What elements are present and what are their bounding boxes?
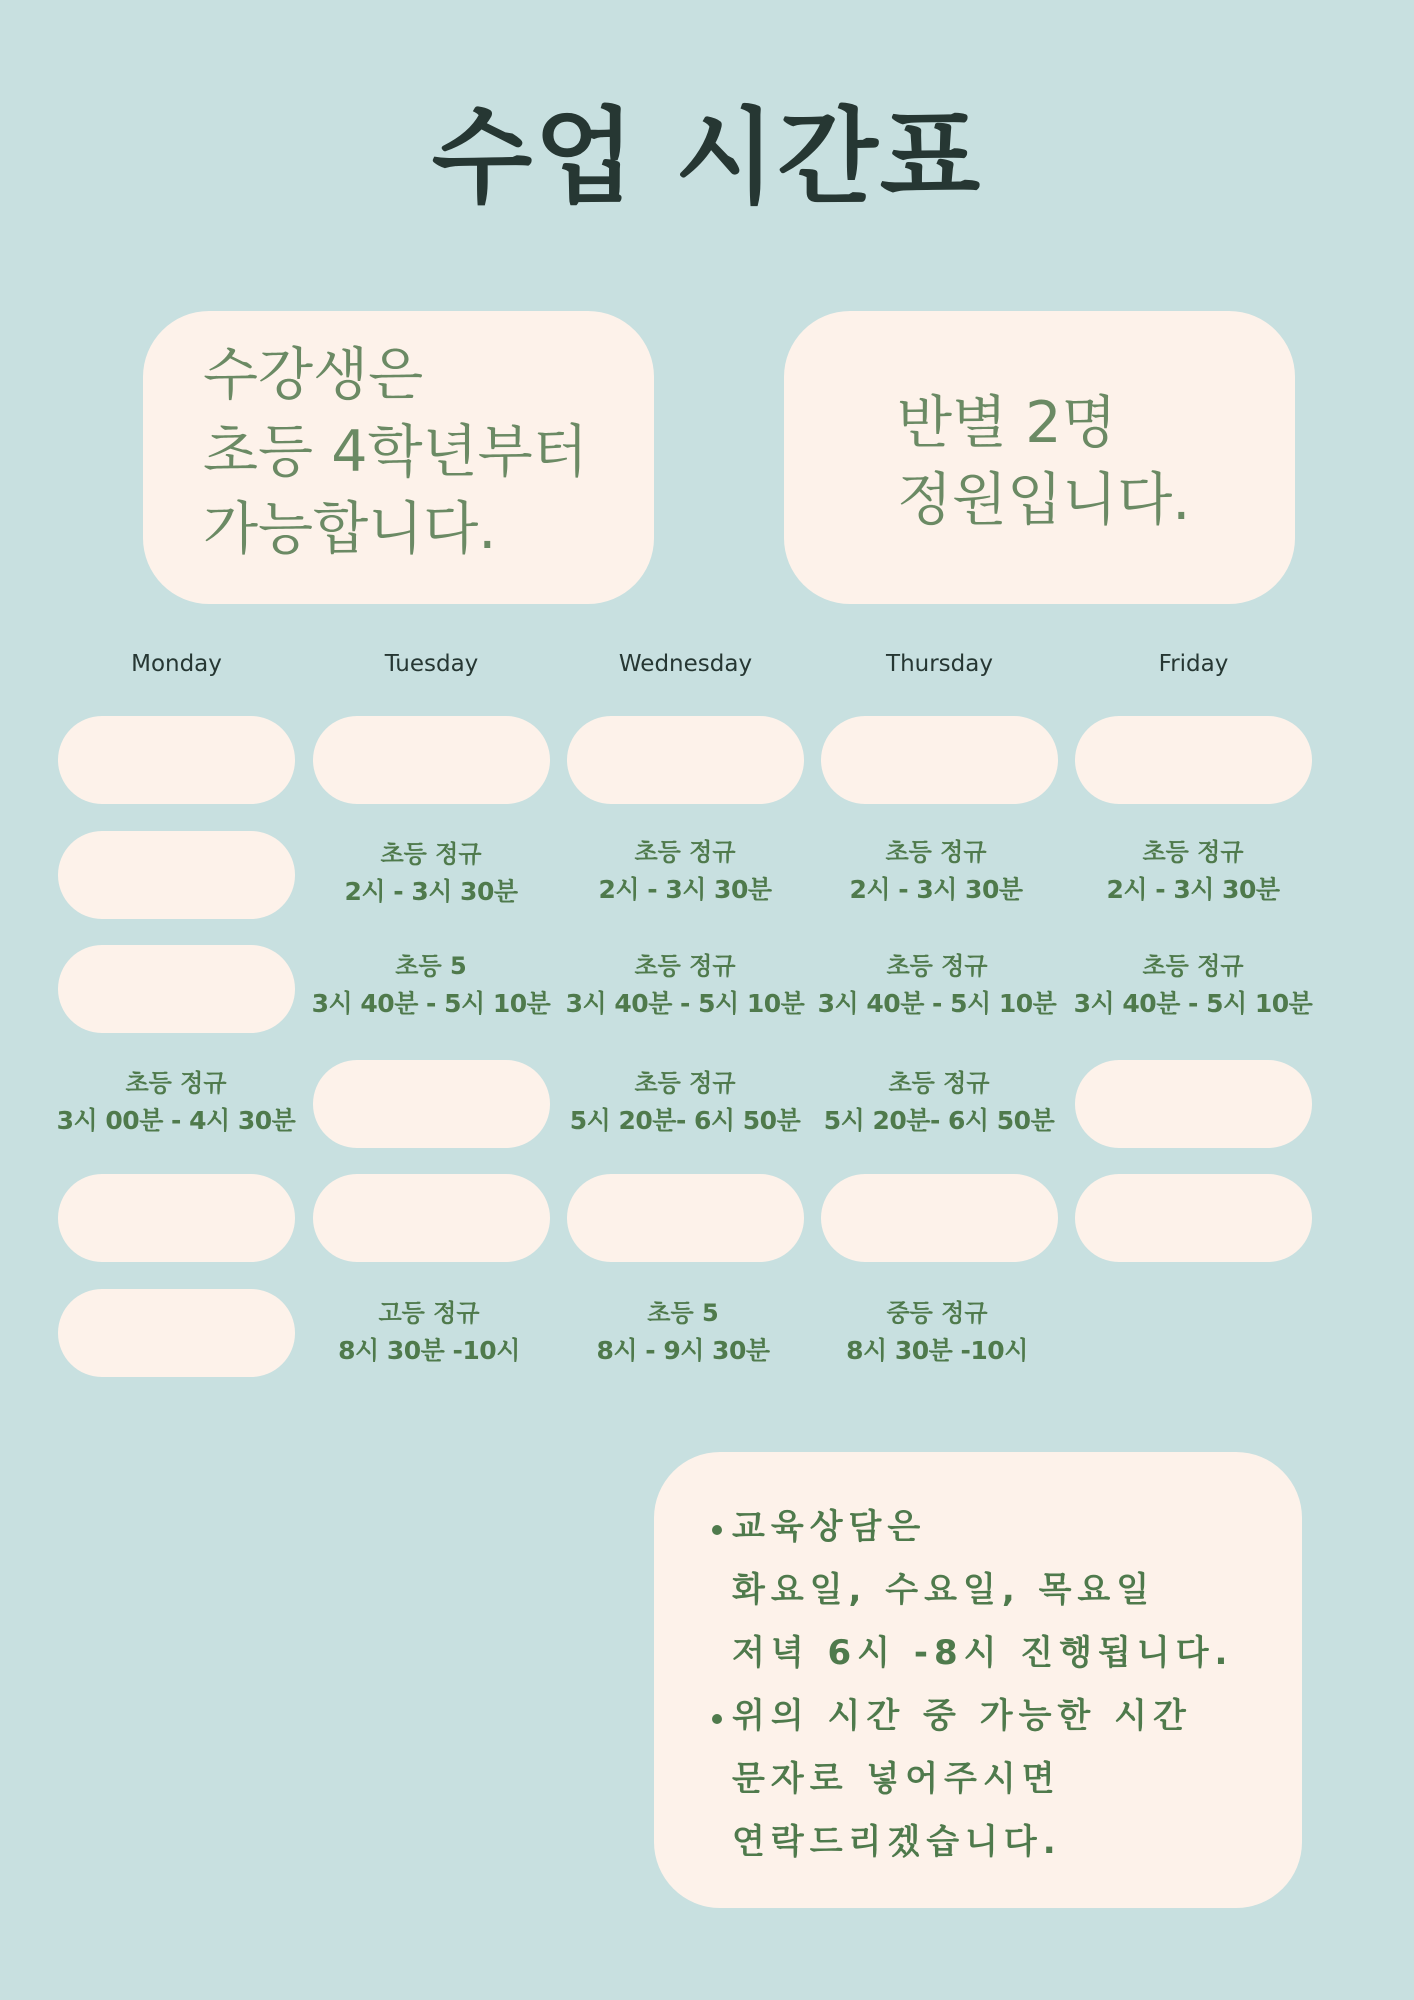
class-slot <box>553 1294 813 1370</box>
class-slot <box>46 1064 306 1140</box>
note-line: 문자로 넣어주시면 <box>732 1759 1061 1799</box>
class-slot <box>555 1064 815 1140</box>
class-time: 5시 20분- 6시 50분 <box>823 1106 1055 1135</box>
class-time: 2시 - 3시 30분 <box>598 875 772 904</box>
empty-slot <box>58 831 295 919</box>
class-slot <box>301 947 561 1023</box>
class-name: 초등 정규 <box>886 952 988 980</box>
empty-slot <box>313 716 550 804</box>
note-line: 위의 시간 중 가능한 시간 <box>732 1696 1192 1736</box>
class-slot <box>809 1064 1069 1140</box>
class-slot <box>1063 833 1323 909</box>
class-time: 3시 00분 - 4시 30분 <box>56 1106 296 1135</box>
info-line: 가능합니다. <box>203 496 497 562</box>
class-name: 초등 정규 <box>888 1069 990 1097</box>
empty-slot <box>567 716 804 804</box>
empty-slot <box>567 1174 804 1262</box>
day-header-monday: Monday <box>131 651 222 677</box>
empty-slot <box>821 716 1058 804</box>
class-name: 초등 5 <box>395 952 467 980</box>
class-time: 3시 40분 - 5시 10분 <box>817 989 1057 1018</box>
info-line: 수강생은 <box>203 342 424 408</box>
class-slot <box>807 947 1067 1023</box>
info-card-eligibility <box>143 311 654 604</box>
class-time: 3시 40분 - 5시 10분 <box>1073 989 1313 1018</box>
class-name: 초등 정규 <box>634 952 736 980</box>
class-time: 5시 20분- 6시 50분 <box>569 1106 801 1135</box>
day-header-wednesday: Wednesday <box>618 651 753 677</box>
info-line: 반별 2명 <box>897 390 1117 456</box>
empty-slot <box>313 1174 550 1262</box>
empty-slot <box>58 716 295 804</box>
empty-slot <box>58 1289 295 1377</box>
class-time: 2시 - 3시 30분 <box>344 877 518 906</box>
class-name: 초등 정규 <box>885 838 987 866</box>
empty-slot <box>821 1174 1058 1262</box>
class-name: 초등 정규 <box>634 1069 736 1097</box>
info-line: 초등 4학년부터 <box>203 419 588 485</box>
class-slot <box>807 1294 1067 1370</box>
empty-slot <box>1075 1174 1312 1262</box>
empty-slot <box>58 945 295 1033</box>
class-name: 초등 5 <box>647 1299 719 1327</box>
empty-slot <box>1075 1060 1312 1148</box>
class-time: 8시 - 9시 30분 <box>596 1336 770 1365</box>
note-line: 저녁 6시 -8시 진행됩니다. <box>732 1633 1234 1673</box>
bullet-icon <box>712 1525 722 1535</box>
info-line: 정원입니다. <box>897 467 1191 533</box>
empty-slot <box>313 1060 550 1148</box>
class-name: 초등 정규 <box>1142 952 1244 980</box>
consultation-notes <box>654 1452 1302 1908</box>
class-name: 초등 정규 <box>634 838 736 866</box>
note-line: 연락드리겠습니다. <box>732 1822 1062 1862</box>
class-name: 초등 정규 <box>125 1069 227 1097</box>
class-name: 고등 정규 <box>378 1299 480 1327</box>
class-name: 중등 정규 <box>886 1299 988 1327</box>
bullet-icon <box>712 1714 722 1724</box>
class-name: 초등 정규 <box>1142 838 1244 866</box>
info-card-capacity <box>784 311 1295 604</box>
class-name: 초등 정규 <box>380 840 482 868</box>
page-title: 수업 시간표 <box>431 96 983 218</box>
class-slot <box>299 1294 559 1370</box>
day-header-friday: Friday <box>1158 651 1229 677</box>
class-time: 3시 40분 - 5시 10분 <box>565 989 805 1018</box>
day-header-thursday: Thursday <box>886 651 993 677</box>
empty-slot <box>58 1174 295 1262</box>
class-time: 8시 30분 -10시 <box>338 1336 520 1365</box>
class-slot <box>301 835 561 911</box>
note-line: 화요일, 수요일, 목요일 <box>732 1570 1156 1610</box>
class-slot <box>555 947 815 1023</box>
class-slot <box>555 833 815 909</box>
note-line: 교육상담은 <box>732 1507 927 1547</box>
empty-slot <box>1075 716 1312 804</box>
class-time: 2시 - 3시 30분 <box>849 875 1023 904</box>
class-slot <box>806 833 1066 909</box>
class-slot <box>1063 947 1323 1023</box>
class-time: 8시 30분 -10시 <box>846 1336 1028 1365</box>
day-header-tuesday: Tuesday <box>384 651 479 677</box>
class-time: 2시 - 3시 30분 <box>1106 875 1280 904</box>
class-time: 3시 40분 - 5시 10분 <box>311 989 551 1018</box>
